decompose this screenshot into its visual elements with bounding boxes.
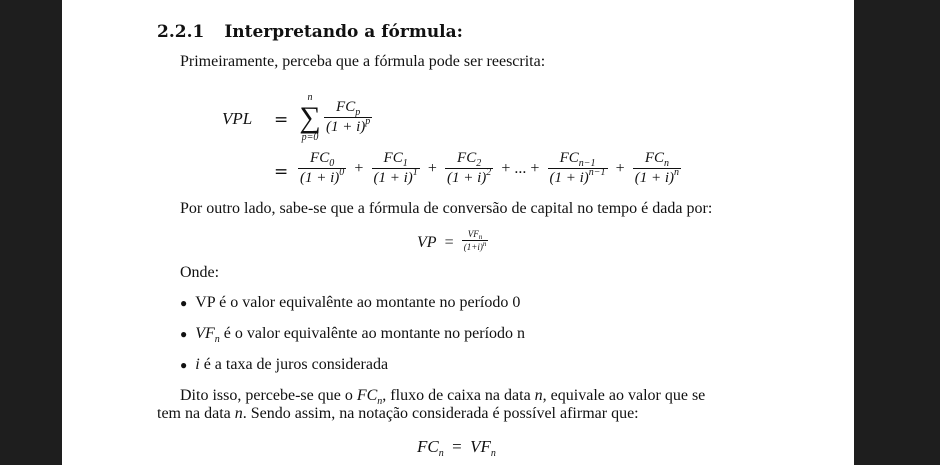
expanded-terms: $\frac{FC_0}{(1 + i)^0}$ + $\frac{FC_1}{(1 + i)^1}$ + $\frac{FC_2}{(1 + i)^2}$ + ... + $\frac{FC_{n-1}}{(1 + i)^{n-1}}$ + $\frac{FC_n}{(1 + i)^n}$ (300, 150, 680, 186)
intro-paragraph: Primeiramente, perceba que a fórmula pode ser reescrita: (180, 53, 546, 70)
bullet-icon: ● (180, 358, 188, 372)
term-n: $\frac{FC_n}{(1 + i)^n}$ (634, 150, 680, 186)
summation (298, 93, 322, 143)
term-1: $\frac{FC_1}{(1 + i)^1}$ (373, 150, 418, 186)
document-page (62, 0, 854, 465)
sum-upper-limit: n (307, 92, 313, 103)
term-0: $\frac{FC_0}{(1 + i)^0}$ (300, 150, 345, 186)
conclusion-line-2: tem na data n. Sendo assim, na notação considerada é possível afirmar que: (157, 405, 639, 422)
sum-lower-limit: p=0 (301, 132, 319, 143)
section-heading (157, 22, 463, 42)
sigma-symbol: ∑ (299, 101, 321, 134)
list-item: ● i é a taxa de juros considerada (180, 356, 389, 373)
section-number: 2.2.1 (157, 22, 205, 42)
bullet-icon: ● (180, 327, 188, 341)
equals-sign-2: = (274, 162, 289, 182)
conversion-paragraph: Por outro lado, sabe-se que a fórmula de conversão de capital no tempo é dada por: (180, 200, 713, 217)
term-n-minus-1: $\frac{FC_{n-1}}{(1 + i)^{n-1}}$ (549, 150, 606, 186)
where-label: Onde: (180, 264, 220, 281)
list-item: ● $VF_n$ é o valor equivalênte ao montante no período n (180, 325, 526, 345)
vp-equation: VP = $\frac{VF_n}{(1+i)^n}$ (417, 229, 487, 252)
final-equation: $FC_n = VF_n$ (417, 437, 496, 459)
bullet-icon: ● (180, 296, 188, 310)
term-2: $\frac{FC_2}{(1 + i)^2}$ (447, 150, 492, 186)
conclusion-line-1: Dito isso, percebe-se que o $FC_n$, fluxo de caixa na data n, equivale ao valor que se (180, 387, 706, 407)
list-item: ● VP é o valor equivalênte ao montante no período 0 (180, 294, 521, 311)
section-title: Interpretando a fórmula: (224, 22, 463, 42)
vpl-lhs: VPL (222, 109, 253, 128)
sum-term-fraction: $\frac{FC_p}{(1 + i)^p}$ (326, 99, 371, 135)
equals-sign-1: = (274, 110, 289, 130)
